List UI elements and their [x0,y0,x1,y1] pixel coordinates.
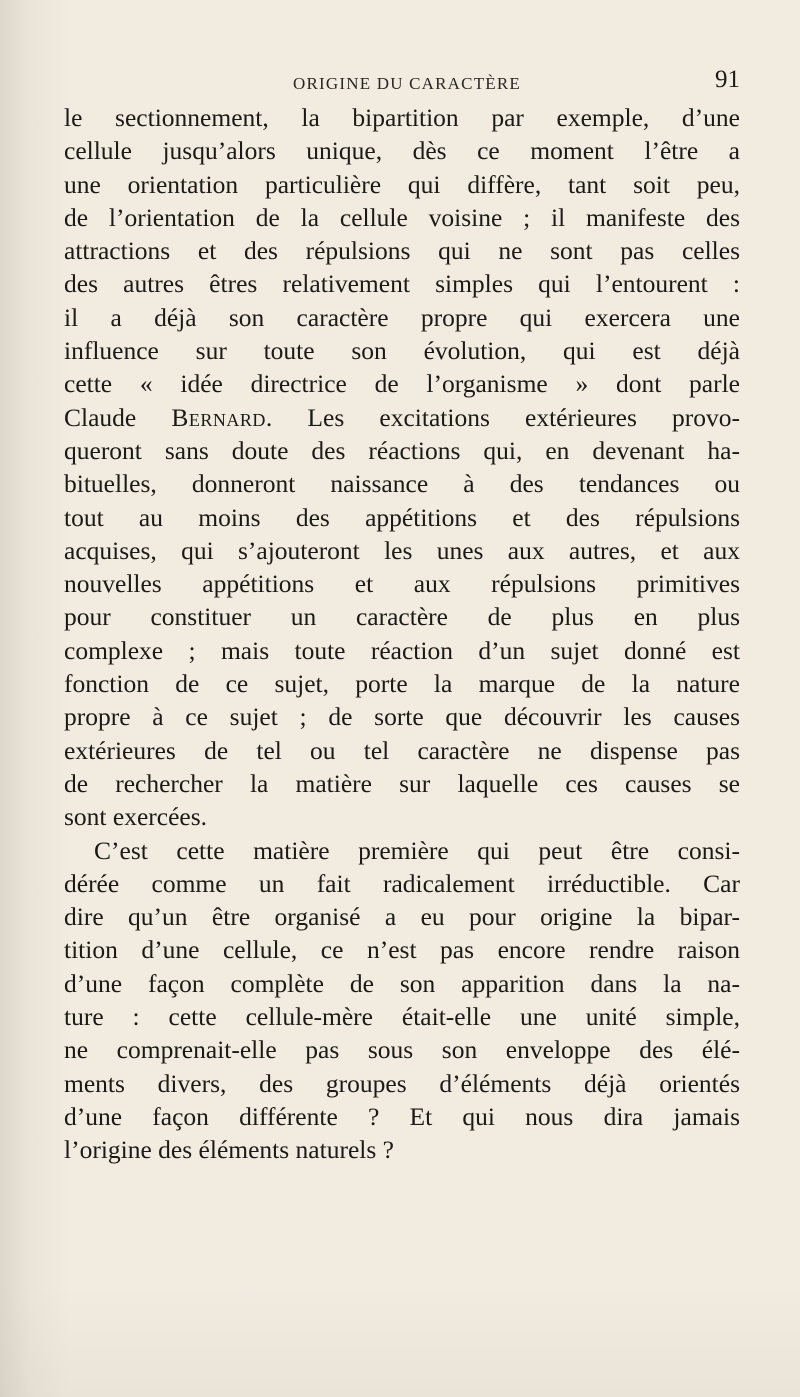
text-line: nouvelles appétitions et aux répulsions primitives [64,569,740,599]
text-line: cette « idée directrice de l’organisme » dont parle [64,369,740,399]
text-fragment: . Les excitations extérieures provo- [265,402,740,432]
text-line: propre à ce sujet ; de sorte que découvrir les causes [64,702,740,732]
author-name: Bernard [171,402,266,432]
body-text [64,101,740,1167]
text-line: bituelles, donneront naissance à des tendances ou [64,469,740,499]
text-line: acquises, qui s’ajouteront les unes aux autres, et aux [64,535,740,565]
text-line: ments divers, des groupes d’éléments déjà orientés [64,1068,740,1098]
text-line: des autres êtres relativement simples qui l’entourent : [64,269,740,299]
text-line [64,401,740,434]
text-line: pour constituer un caractère de plus en plus [64,602,740,632]
text-line: de l’orientation de la cellule voisine ; il manifeste des [64,202,740,232]
text-line: C’est cette matière première qui peut être consi- [94,835,740,865]
text-line: l’origine des éléments naturels ? [64,1135,394,1165]
text-fragment: Claude [64,402,172,432]
text-line: une orientation particulière qui diffère, tant soit peu, [64,169,740,199]
text-line: dérée comme un fait radicalement irréductible. Car [64,868,740,898]
paragraph-1 [64,101,740,834]
text-line: le sectionnement, la bipartition par exemple, d’une [64,103,740,132]
text-line: il a déjà son caractère propre qui exercera une [64,302,740,332]
text-line: complexe ; mais toute réaction d’un sujet donné est [64,635,740,665]
paragraph-2 [64,834,740,1167]
text-line: attractions et des répulsions qui ne sont pas celles [64,236,740,266]
text-line: fonction de ce sujet, porte la marque de la nature [64,669,740,699]
page-number: 91 [715,66,740,93]
text-line: extérieures de tel ou tel caractère ne dispense pas [64,735,740,765]
text-line: ne comprenait-elle pas sous son enveloppe des élé- [64,1035,740,1065]
text-line: tition d’une cellule, ce n’est pas encore rendre raison [64,935,740,965]
text-line: ture : cette cellule-mère était-elle une unité simple, [64,1002,740,1032]
text-line: influence sur toute son évolution, qui est déjà [64,336,740,366]
text-line: cellule jusqu’alors unique, dès ce moment l’être a [64,136,740,166]
text-line: tout au moins des appétitions et des répulsions [64,502,740,532]
text-line: d’une façon différente ? Et qui nous dira jamais [64,1101,740,1131]
text-line: queront sans doute des réactions qui, en devenant ha- [64,435,740,465]
text-line: sont exercées. [64,802,208,832]
running-header: ORIGINE DU CARACTÈRE [293,74,521,93]
text-line: de rechercher la matière sur laquelle ces causes se [64,768,740,798]
text-line: d’une façon complète de son apparition dans la na- [64,968,740,998]
text-line: dire qu’un être organisé a eu pour origine la bipar- [64,902,740,932]
